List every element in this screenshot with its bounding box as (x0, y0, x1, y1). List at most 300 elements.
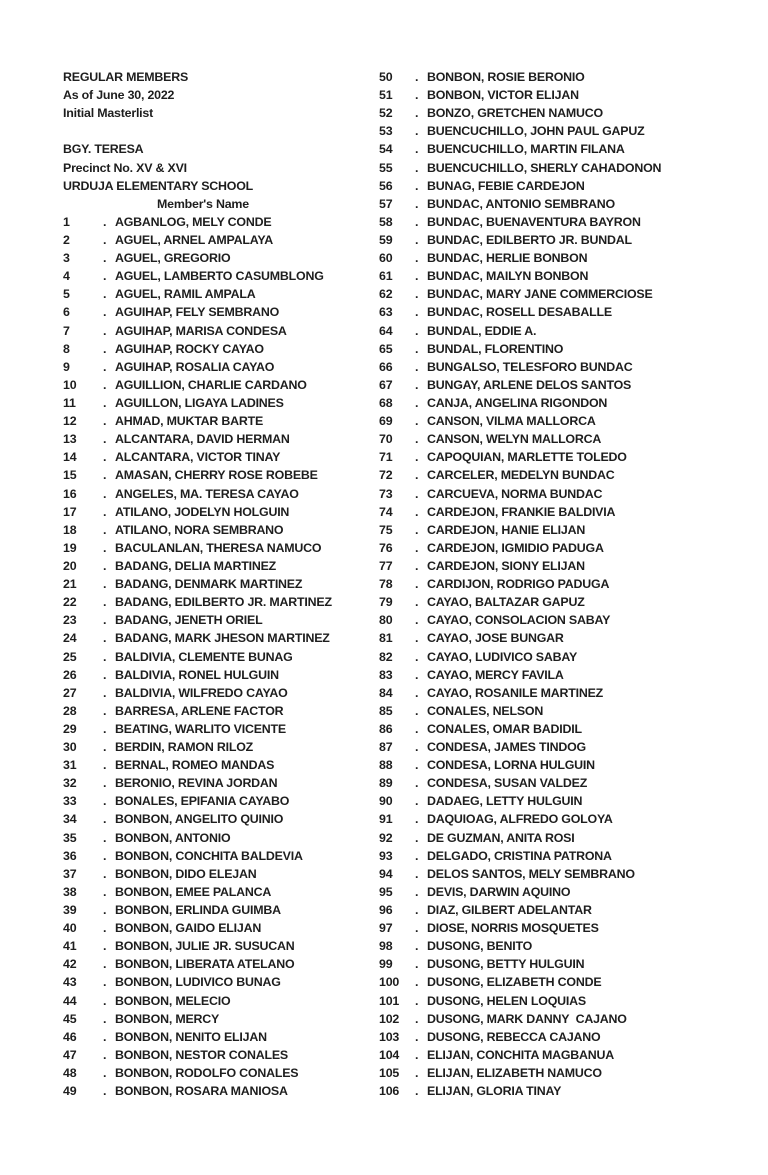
member-name: DE GUZMAN, ANITA ROSI (427, 830, 575, 845)
member-number: 24 (63, 631, 77, 646)
member-number: 13 (63, 432, 77, 447)
number-separator-dot: . (415, 124, 419, 139)
member-number: 73 (379, 486, 393, 501)
member-row (63, 1064, 375, 1082)
member-number: 97 (379, 921, 393, 936)
number-separator-dot: . (103, 649, 107, 664)
member-name: AGBANLOG, MELY CONDE (115, 214, 272, 229)
member-row (63, 430, 375, 448)
member-name: CONDESA, JAMES TINDOG (427, 740, 586, 755)
member-name: BADANG, JENETH ORIEL (115, 613, 263, 628)
number-separator-dot: . (103, 975, 107, 990)
member-row (379, 992, 739, 1010)
member-name: CAYAO, LUDIVICO SABAY (427, 649, 578, 664)
member-row (379, 901, 739, 919)
member-row (379, 340, 739, 358)
member-name: DAQUIOAG, ALFREDO GOLOYA (427, 812, 613, 827)
member-row (379, 1010, 739, 1028)
member-name: DELOS SANTOS, MELY SEMBRANO (427, 866, 635, 881)
member-name: BONBON, RODOLFO CONALES (115, 1066, 299, 1081)
member-name: CARDEJON, IGMIDIO PADUGA (427, 540, 604, 555)
member-row (63, 267, 375, 285)
member-row (379, 503, 739, 521)
member-row (379, 412, 739, 430)
member-name: DEVIS, DARWIN AQUINO (427, 884, 571, 899)
member-name: BADANG, EDILBERTO JR. MARTINEZ (115, 595, 332, 610)
number-separator-dot: . (415, 830, 419, 845)
member-row (63, 1028, 375, 1046)
member-name: AGUILLON, LIGAYA LADINES (115, 395, 284, 410)
number-separator-dot: . (103, 395, 107, 410)
member-row (379, 159, 739, 177)
member-name: CONDESA, LORNA HULGUIN (427, 758, 595, 773)
member-number: 43 (63, 975, 77, 990)
member-number: 33 (63, 794, 77, 809)
member-row (379, 539, 739, 557)
member-name: ALCANTARA, DAVID HERMAN (115, 432, 290, 447)
member-row (63, 684, 375, 702)
member-number: 60 (379, 251, 393, 266)
member-row (63, 412, 375, 430)
member-name: BERONIO, REVINA JORDAN (115, 776, 278, 791)
member-name: BADANG, MARK JHESON MARTINEZ (115, 631, 330, 646)
member-number: 30 (63, 740, 77, 755)
school-name: URDUJA ELEMENTARY SCHOOL (63, 178, 254, 193)
member-name: BUNDAC, BUENAVENTURA BAYRON (427, 214, 641, 229)
member-row (63, 847, 375, 865)
member-row (63, 448, 375, 466)
member-name: CAYAO, CONSOLACION SABAY (427, 613, 611, 628)
member-row (379, 919, 739, 937)
member-number: 52 (379, 106, 393, 121)
member-number: 95 (379, 884, 393, 899)
member-row (379, 231, 739, 249)
member-name: BUNDAL, EDDIE A. (427, 323, 537, 338)
member-row (379, 195, 739, 213)
number-separator-dot: . (415, 794, 419, 809)
member-number: 104 (379, 1047, 400, 1062)
number-separator-dot: . (415, 703, 419, 718)
number-separator-dot: . (103, 323, 107, 338)
member-number: 55 (379, 160, 393, 175)
member-row (379, 267, 739, 285)
member-row (63, 792, 375, 810)
member-name: BALDIVIA, RONEL HULGUIN (115, 667, 279, 682)
member-row (63, 1046, 375, 1064)
member-name: CANSON, WELYN MALLORCA (427, 432, 602, 447)
member-name: BONBON, MELECIO (115, 993, 231, 1008)
member-row (379, 629, 739, 647)
member-list-left (63, 213, 375, 1100)
member-number: 5 (63, 287, 70, 302)
member-row (63, 955, 375, 973)
number-separator-dot: . (415, 178, 419, 193)
member-name: CANJA, ANGELINA RIGONDON (427, 395, 608, 410)
member-row (63, 593, 375, 611)
number-separator-dot: . (415, 359, 419, 374)
number-separator-dot: . (415, 903, 419, 918)
member-row (379, 955, 739, 973)
member-number: 66 (379, 359, 393, 374)
member-number: 36 (63, 848, 77, 863)
member-row (379, 1046, 739, 1064)
member-row (63, 575, 375, 593)
member-row (63, 865, 375, 883)
number-separator-dot: . (103, 1029, 107, 1044)
member-name: BUENCUCHILLO, MARTIN FILANA (427, 142, 625, 157)
number-separator-dot: . (415, 993, 419, 1008)
member-number: 105 (379, 1066, 400, 1081)
member-row (63, 1082, 375, 1100)
number-separator-dot: . (103, 1084, 107, 1099)
member-number: 63 (379, 305, 393, 320)
member-row (379, 1064, 739, 1082)
number-separator-dot: . (103, 214, 107, 229)
member-row (379, 249, 739, 267)
member-name: CANSON, VILMA MALLORCA (427, 414, 596, 429)
member-number: 7 (63, 323, 70, 338)
number-separator-dot: . (103, 667, 107, 682)
member-name: BONBON, DIDO ELEJAN (115, 866, 257, 881)
member-name: DUSONG, ELIZABETH CONDE (427, 975, 602, 990)
number-separator-dot: . (415, 558, 419, 573)
member-number: 79 (379, 595, 393, 610)
number-separator-dot: . (103, 903, 107, 918)
member-name: AGUEL, LAMBERTO CASUMBLONG (115, 269, 324, 284)
member-row (379, 557, 739, 575)
number-separator-dot: . (103, 993, 107, 1008)
member-name: CARDEJON, SIONY ELIJAN (427, 558, 585, 573)
number-separator-dot: . (103, 848, 107, 863)
member-name: DUSONG, MARK DANNY CAJANO (427, 1011, 627, 1026)
number-separator-dot: . (103, 269, 107, 284)
member-number: 80 (379, 613, 393, 628)
number-separator-dot: . (415, 1066, 419, 1081)
member-name: AGUIHAP, ROCKY CAYAO (115, 341, 264, 356)
member-name: BALDIVIA, CLEMENTE BUNAG (115, 649, 293, 664)
member-name: DIAZ, GILBERT ADELANTAR (427, 903, 592, 918)
member-number: 14 (63, 450, 77, 465)
member-name: BEATING, WARLITO VICENTE (115, 721, 286, 736)
member-name: CARDEJON, HANIE ELIJAN (427, 522, 586, 537)
number-separator-dot: . (103, 613, 107, 628)
number-separator-dot: . (415, 1084, 419, 1099)
member-row (63, 231, 375, 249)
member-name: AGUEL, RAMIL AMPALA (115, 287, 256, 302)
member-row (379, 448, 739, 466)
member-number: 11 (63, 395, 76, 410)
member-number: 84 (379, 685, 393, 700)
number-separator-dot: . (103, 305, 107, 320)
number-separator-dot: . (415, 848, 419, 863)
member-row (379, 521, 739, 539)
member-name: AGUIHAP, ROSALIA CAYAO (115, 359, 275, 374)
member-row (63, 629, 375, 647)
number-separator-dot: . (415, 649, 419, 664)
member-name: CAYAO, MERCY FAVILA (427, 667, 564, 682)
member-row (379, 177, 739, 195)
member-row (63, 503, 375, 521)
number-separator-dot: . (103, 957, 107, 972)
member-row (379, 720, 739, 738)
number-separator-dot: . (415, 395, 419, 410)
number-separator-dot: . (103, 794, 107, 809)
member-name: BUNGALSO, TELESFORO BUNDAC (427, 359, 633, 374)
member-name: BUNGAY, ARLENE DELOS SANTOS (427, 377, 632, 392)
member-number: 92 (379, 830, 393, 845)
member-name: DADAEG, LETTY HULGUIN (427, 794, 583, 809)
member-row (379, 666, 739, 684)
member-number: 65 (379, 341, 393, 356)
member-row (379, 829, 739, 847)
members-column-header: Member's Name (157, 196, 249, 211)
member-number: 46 (63, 1029, 77, 1044)
member-name: BONBON, LUDIVICO BUNAG (115, 975, 281, 990)
member-number: 8 (63, 341, 70, 356)
member-number: 47 (63, 1047, 77, 1062)
member-name: AGUEL, GREGORIO (115, 251, 231, 266)
number-separator-dot: . (415, 468, 419, 483)
member-row (379, 756, 739, 774)
number-separator-dot: . (415, 504, 419, 519)
member-row (63, 774, 375, 792)
member-number: 3 (63, 251, 70, 266)
member-row (379, 973, 739, 991)
member-row (63, 358, 375, 376)
member-row (379, 430, 739, 448)
member-row (63, 901, 375, 919)
member-number: 38 (63, 884, 77, 899)
number-separator-dot: . (415, 740, 419, 755)
member-row (379, 684, 739, 702)
number-separator-dot: . (103, 939, 107, 954)
barangay-name: BGY. TERESA (63, 142, 144, 157)
member-row (63, 883, 375, 901)
member-row (379, 648, 739, 666)
member-row (379, 122, 739, 140)
member-name: BONBON, JULIE JR. SUSUCAN (115, 939, 295, 954)
member-list-right (379, 68, 739, 1100)
member-name: DUSONG, REBECCA CAJANO (427, 1029, 601, 1044)
member-number: 91 (379, 812, 393, 827)
member-number: 10 (63, 377, 77, 392)
member-number: 78 (379, 577, 393, 592)
member-name: BUNDAC, ROSELL DESABALLE (427, 305, 612, 320)
member-row (63, 937, 375, 955)
member-number: 94 (379, 866, 393, 881)
number-separator-dot: . (103, 830, 107, 845)
member-number: 98 (379, 939, 393, 954)
number-separator-dot: . (103, 1066, 107, 1081)
number-separator-dot: . (415, 287, 419, 302)
member-number: 23 (63, 613, 77, 628)
member-row (379, 738, 739, 756)
number-separator-dot: . (103, 341, 107, 356)
member-number: 18 (63, 522, 77, 537)
member-name: BUENCUCHILLO, JOHN PAUL GAPUZ (427, 124, 645, 139)
member-number: 45 (63, 1011, 77, 1026)
number-separator-dot: . (415, 758, 419, 773)
number-separator-dot: . (103, 540, 107, 555)
member-number: 27 (63, 685, 77, 700)
member-row (63, 557, 375, 575)
member-row (63, 376, 375, 394)
member-name: ELIJAN, CONCHITA MAGBANUA (427, 1047, 615, 1062)
member-number: 101 (379, 993, 400, 1008)
number-separator-dot: . (415, 595, 419, 610)
member-row (379, 847, 739, 865)
member-name: CAYAO, ROSANILE MARTINEZ (427, 685, 604, 700)
member-number: 85 (379, 703, 393, 718)
member-name: BUNDAC, MAILYN BONBON (427, 269, 589, 284)
number-separator-dot: . (415, 685, 419, 700)
number-separator-dot: . (415, 1029, 419, 1044)
member-number: 44 (63, 993, 77, 1008)
member-name: BONBON, CONCHITA BALDEVIA (115, 848, 303, 863)
member-number: 76 (379, 540, 393, 555)
member-name: CARCUEVA, NORMA BUNDAC (427, 486, 603, 501)
member-row (63, 666, 375, 684)
number-separator-dot: . (415, 251, 419, 266)
number-separator-dot: . (103, 450, 107, 465)
left-column (63, 68, 375, 1100)
member-number: 96 (379, 903, 393, 918)
member-number: 70 (379, 432, 393, 447)
number-separator-dot: . (103, 486, 107, 501)
number-separator-dot: . (103, 577, 107, 592)
member-row (379, 213, 739, 231)
member-number: 26 (63, 667, 77, 682)
number-separator-dot: . (415, 577, 419, 592)
member-number: 15 (63, 468, 77, 483)
member-row (379, 702, 739, 720)
member-number: 6 (63, 305, 70, 320)
number-separator-dot: . (103, 558, 107, 573)
member-number: 90 (379, 794, 393, 809)
member-name: BONBON, GAIDO ELIJAN (115, 921, 262, 936)
number-separator-dot: . (415, 196, 419, 211)
member-number: 28 (63, 703, 77, 718)
member-name: AGUIHAP, FELY SEMBRANO (115, 305, 280, 320)
member-name: CARDEJON, FRANKIE BALDIVIA (427, 504, 616, 519)
number-separator-dot: . (103, 776, 107, 791)
number-separator-dot: . (103, 758, 107, 773)
member-name: BARRESA, ARLENE FACTOR (115, 703, 284, 718)
number-separator-dot: . (415, 450, 419, 465)
member-name: DELGADO, CRISTINA PATRONA (427, 848, 612, 863)
number-separator-dot: . (103, 504, 107, 519)
member-number: 57 (379, 196, 393, 211)
member-row (63, 340, 375, 358)
member-row (63, 249, 375, 267)
number-separator-dot: . (415, 269, 419, 284)
number-separator-dot: . (415, 214, 419, 229)
member-row (63, 702, 375, 720)
number-separator-dot: . (103, 377, 107, 392)
member-row (63, 720, 375, 738)
number-separator-dot: . (103, 432, 107, 447)
member-name: BADANG, DENMARK MARTINEZ (115, 577, 303, 592)
right-column (379, 68, 739, 1100)
member-row (63, 756, 375, 774)
number-separator-dot: . (415, 975, 419, 990)
member-number: 16 (63, 486, 77, 501)
member-name: BADANG, DELIA MARTINEZ (115, 558, 277, 573)
number-separator-dot: . (415, 486, 419, 501)
member-number: 88 (379, 758, 393, 773)
member-name: BONBON, ROSIE BERONIO (427, 70, 585, 84)
number-separator-dot: . (103, 740, 107, 755)
member-name: BERDIN, RAMON RILOZ (115, 740, 253, 755)
number-separator-dot: . (103, 884, 107, 899)
number-separator-dot: . (415, 522, 419, 537)
number-separator-dot: . (415, 812, 419, 827)
number-separator-dot: . (415, 106, 419, 121)
member-name: CARCELER, MEDELYN BUNDAC (427, 468, 615, 483)
member-name: BONBON, ERLINDA GUIMBA (115, 903, 281, 918)
number-separator-dot: . (415, 323, 419, 338)
member-name: ATILANO, NORA SEMBRANO (115, 522, 284, 537)
member-row (63, 539, 375, 557)
member-row (63, 973, 375, 991)
number-separator-dot: . (103, 522, 107, 537)
number-separator-dot: . (415, 1011, 419, 1026)
number-separator-dot: . (103, 595, 107, 610)
number-separator-dot: . (103, 866, 107, 881)
member-name: DIOSE, NORRIS MOSQUETES (427, 921, 599, 936)
member-name: ATILANO, JODELYN HOLGUIN (115, 504, 290, 519)
number-separator-dot: . (415, 631, 419, 646)
member-name: CONDESA, SUSAN VALDEZ (427, 776, 588, 791)
number-separator-dot: . (103, 251, 107, 266)
number-separator-dot: . (415, 884, 419, 899)
number-separator-dot: . (103, 921, 107, 936)
member-row (63, 919, 375, 937)
number-separator-dot: . (103, 1011, 107, 1026)
member-name: BONBON, MERCY (115, 1011, 220, 1026)
number-separator-dot: . (415, 721, 419, 736)
number-separator-dot: . (103, 685, 107, 700)
member-number: 64 (379, 323, 393, 338)
number-separator-dot: . (103, 812, 107, 827)
member-number: 51 (379, 88, 393, 103)
number-separator-dot: . (415, 776, 419, 791)
member-number: 32 (63, 776, 77, 791)
member-number: 53 (379, 124, 393, 139)
number-separator-dot: . (415, 142, 419, 157)
number-separator-dot: . (103, 1047, 107, 1062)
member-name: DUSONG, HELEN LOQUIAS (427, 993, 586, 1008)
member-number: 77 (379, 558, 393, 573)
member-name: CAPOQUIAN, MARLETTE TOLEDO (427, 450, 627, 465)
member-row (379, 810, 739, 828)
member-name: DUSONG, BENITO (427, 939, 533, 954)
member-name: BUENCUCHILLO, SHERLY CAHADONON (427, 160, 662, 175)
doc-as-of-date: As of June 30, 2022 (63, 88, 175, 103)
member-row (379, 1028, 739, 1046)
member-number: 20 (63, 558, 77, 573)
member-number: 29 (63, 721, 77, 736)
member-row (379, 575, 739, 593)
number-separator-dot: . (415, 70, 419, 84)
member-number: 4 (63, 269, 70, 284)
member-number: 99 (379, 957, 393, 972)
member-number: 81 (379, 631, 393, 646)
member-row (63, 829, 375, 847)
member-name: CARDIJON, RODRIGO PADUGA (427, 577, 610, 592)
number-separator-dot: . (103, 631, 107, 646)
member-number: 17 (63, 504, 77, 519)
